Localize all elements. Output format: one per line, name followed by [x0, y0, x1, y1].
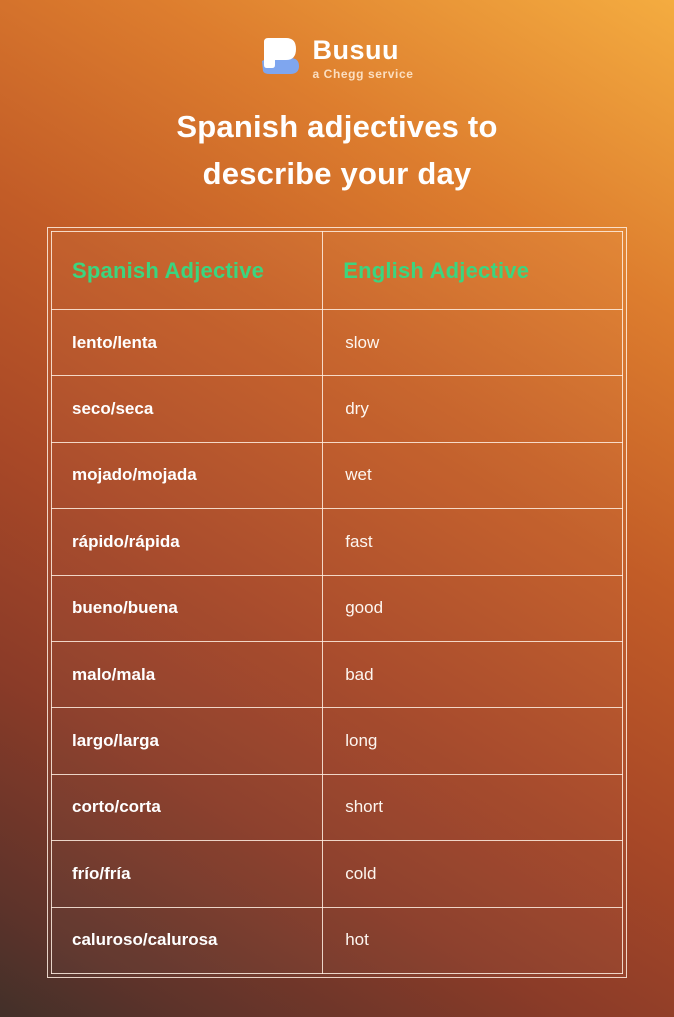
english-adjective-cell: slow — [323, 310, 623, 376]
english-adjective-cell: fast — [323, 509, 623, 575]
english-adjective-cell: long — [323, 708, 623, 774]
spanish-adjective-cell: malo/mala — [52, 641, 323, 707]
brand-header — [0, 0, 674, 80]
spanish-adjective-cell: frío/fría — [52, 841, 323, 907]
table-row — [52, 442, 623, 508]
table-row — [52, 841, 623, 907]
table-row — [52, 376, 623, 442]
table-row — [52, 641, 623, 707]
english-adjective-cell: wet — [323, 442, 623, 508]
spanish-adjective-cell: corto/corta — [52, 774, 323, 840]
busuu-logo-icon — [260, 36, 302, 80]
spanish-adjective-cell: rápido/rápida — [52, 509, 323, 575]
page-title-line1: Spanish adjectives to — [176, 109, 498, 144]
spanish-adjective-cell: lento/lenta — [52, 310, 323, 376]
table-header-row — [52, 232, 623, 310]
brand-text — [312, 34, 414, 81]
table-row — [52, 774, 623, 840]
page-title-line2: describe your day — [202, 155, 472, 191]
english-adjective-cell: dry — [323, 376, 623, 442]
table-row — [52, 509, 623, 575]
column-header-spanish: Spanish Adjective — [52, 232, 323, 310]
column-header-english: English Adjective — [323, 232, 623, 310]
english-adjective-cell: cold — [323, 841, 623, 907]
english-adjective-cell: hot — [323, 907, 623, 973]
english-adjective-cell: good — [323, 575, 623, 641]
table-row — [52, 575, 623, 641]
english-adjective-cell: short — [323, 774, 623, 840]
table-row — [52, 310, 623, 376]
spanish-adjective-cell: largo/larga — [52, 708, 323, 774]
table-row — [52, 708, 623, 774]
spanish-adjective-cell: mojado/mojada — [52, 442, 323, 508]
spanish-adjective-cell: seco/seca — [52, 376, 323, 442]
busuu-logo — [260, 36, 413, 80]
table-row — [52, 907, 623, 973]
spanish-adjective-cell: bueno/buena — [52, 575, 323, 641]
brand-name: Busuu — [312, 34, 399, 65]
english-adjective-cell: bad — [323, 641, 623, 707]
spanish-adjective-cell: caluroso/calurosa — [52, 907, 323, 973]
adjectives-table — [47, 227, 627, 978]
brand-tagline: a Chegg service — [312, 66, 414, 81]
page-title — [0, 104, 674, 197]
